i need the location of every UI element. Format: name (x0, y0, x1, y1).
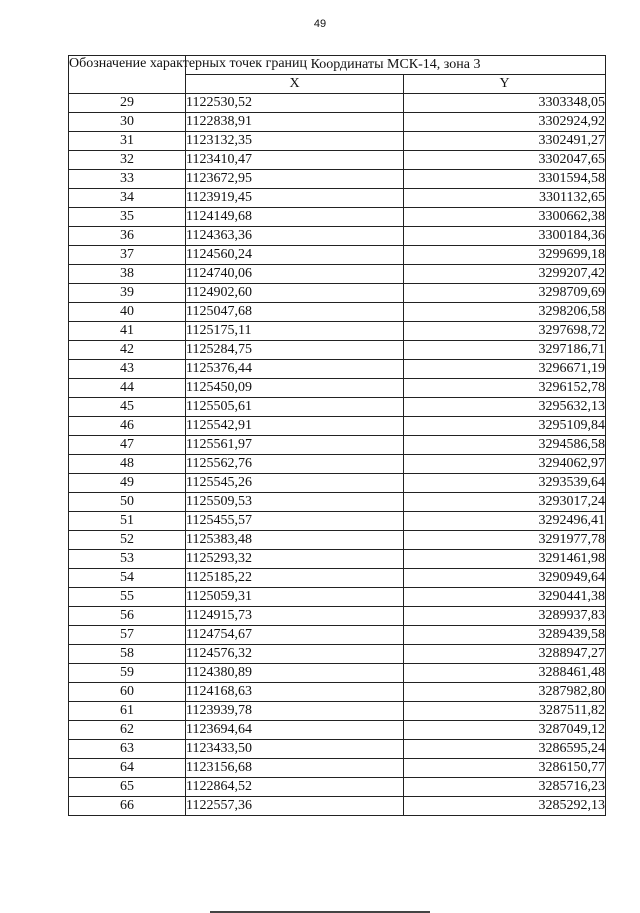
table-row (69, 664, 606, 683)
point-id-cell: 65 (69, 778, 186, 797)
table-row (69, 683, 606, 702)
point-id-cell: 31 (69, 132, 186, 151)
y-coordinate-cell: 3301594,58 (404, 170, 606, 189)
x-coordinate-cell: 1124576,32 (186, 645, 404, 664)
x-coordinate-cell: 1125383,48 (186, 531, 404, 550)
y-coordinate-cell: 3297698,72 (404, 322, 606, 341)
y-coordinate-cell: 3294586,58 (404, 436, 606, 455)
table-row (69, 398, 606, 417)
table-row (69, 284, 606, 303)
page-number: 49 (313, 18, 327, 30)
point-id-cell: 42 (69, 341, 186, 360)
y-coordinate-cell: 3297186,71 (404, 341, 606, 360)
x-coordinate-cell: 1124915,73 (186, 607, 404, 626)
y-coordinate-cell: 3298709,69 (404, 284, 606, 303)
table-body (69, 94, 606, 816)
point-id-cell: 51 (69, 512, 186, 531)
table-row (69, 588, 606, 607)
table-row (69, 227, 606, 246)
table-row (69, 151, 606, 170)
x-coordinate-cell: 1123672,95 (186, 170, 404, 189)
point-id-header: Обозначение характерных точек границ (69, 56, 186, 94)
y-coordinate-cell: 3291461,98 (404, 550, 606, 569)
table-row (69, 493, 606, 512)
table-row (69, 569, 606, 588)
table-row (69, 531, 606, 550)
y-coordinate-cell: 3292496,41 (404, 512, 606, 531)
x-coordinate-cell: 1123156,68 (186, 759, 404, 778)
y-coordinate-cell: 3302047,65 (404, 151, 606, 170)
y-coordinate-cell: 3287982,80 (404, 683, 606, 702)
table-row (69, 607, 606, 626)
y-coordinate-cell: 3300662,38 (404, 208, 606, 227)
x-coordinate-cell: 1125562,76 (186, 455, 404, 474)
y-coordinate-cell: 3294062,97 (404, 455, 606, 474)
table-row (69, 94, 606, 113)
x-coordinate-cell: 1125505,61 (186, 398, 404, 417)
y-coordinate-cell: 3298206,58 (404, 303, 606, 322)
y-coordinate-cell: 3286150,77 (404, 759, 606, 778)
x-coordinate-cell: 1125561,97 (186, 436, 404, 455)
y-coordinate-cell: 3303348,05 (404, 94, 606, 113)
y-coordinate-cell: 3288947,27 (404, 645, 606, 664)
point-id-cell: 63 (69, 740, 186, 759)
x-coordinate-cell: 1125509,53 (186, 493, 404, 512)
x-coordinate-cell: 1125185,22 (186, 569, 404, 588)
point-id-cell: 46 (69, 417, 186, 436)
y-coordinate-cell: 3301132,65 (404, 189, 606, 208)
table-row (69, 360, 606, 379)
y-coordinate-cell: 3300184,36 (404, 227, 606, 246)
point-id-cell: 61 (69, 702, 186, 721)
y-coordinate-cell: 3295632,13 (404, 398, 606, 417)
table-row (69, 550, 606, 569)
coordinate-system-header: Координаты МСК-14, зона 3 (186, 56, 606, 75)
x-coordinate-cell: 1123939,78 (186, 702, 404, 721)
point-id-cell: 33 (69, 170, 186, 189)
x-coordinate-cell: 1124740,06 (186, 265, 404, 284)
table-row (69, 702, 606, 721)
x-coordinate-cell: 1122864,52 (186, 778, 404, 797)
x-coordinate-cell: 1125284,75 (186, 341, 404, 360)
y-coordinate-cell: 3290441,38 (404, 588, 606, 607)
y-coordinate-cell: 3289937,83 (404, 607, 606, 626)
x-coordinate-cell: 1124560,24 (186, 246, 404, 265)
point-id-cell: 35 (69, 208, 186, 227)
table-row (69, 474, 606, 493)
x-coordinate-cell: 1124149,68 (186, 208, 404, 227)
y-coordinate-cell: 3296671,19 (404, 360, 606, 379)
point-id-cell: 47 (69, 436, 186, 455)
table-row (69, 797, 606, 816)
table-row (69, 379, 606, 398)
point-id-cell: 29 (69, 94, 186, 113)
x-coordinate-cell: 1122530,52 (186, 94, 404, 113)
table-header (69, 56, 606, 94)
x-coordinate-cell: 1125047,68 (186, 303, 404, 322)
x-coordinate-cell: 1124754,67 (186, 626, 404, 645)
table-row (69, 208, 606, 227)
y-coordinate-cell: 3293539,64 (404, 474, 606, 493)
x-coordinate-cell: 1123132,35 (186, 132, 404, 151)
point-id-cell: 50 (69, 493, 186, 512)
point-id-cell: 48 (69, 455, 186, 474)
point-id-cell: 32 (69, 151, 186, 170)
table-row (69, 341, 606, 360)
table-row (69, 512, 606, 531)
y-column-header: Y (404, 75, 606, 94)
y-coordinate-cell: 3291977,78 (404, 531, 606, 550)
point-id-cell: 36 (69, 227, 186, 246)
x-coordinate-cell: 1125450,09 (186, 379, 404, 398)
point-id-cell: 58 (69, 645, 186, 664)
table-row (69, 246, 606, 265)
table-row (69, 189, 606, 208)
table-row (69, 778, 606, 797)
x-coordinate-cell: 1123410,47 (186, 151, 404, 170)
table-row (69, 132, 606, 151)
y-coordinate-cell: 3285716,23 (404, 778, 606, 797)
x-coordinate-cell: 1125293,32 (186, 550, 404, 569)
x-coordinate-cell: 1124902,60 (186, 284, 404, 303)
point-id-cell: 53 (69, 550, 186, 569)
point-id-cell: 30 (69, 113, 186, 132)
point-id-cell: 43 (69, 360, 186, 379)
table-row (69, 626, 606, 645)
table-row (69, 645, 606, 664)
point-id-cell: 66 (69, 797, 186, 816)
point-id-cell: 54 (69, 569, 186, 588)
x-coordinate-cell: 1125376,44 (186, 360, 404, 379)
y-coordinate-cell: 3293017,24 (404, 493, 606, 512)
point-id-cell: 44 (69, 379, 186, 398)
x-coordinate-cell: 1125542,91 (186, 417, 404, 436)
x-coordinate-cell: 1125059,31 (186, 588, 404, 607)
point-id-cell: 64 (69, 759, 186, 778)
y-coordinate-cell: 3295109,84 (404, 417, 606, 436)
x-coordinate-cell: 1124380,89 (186, 664, 404, 683)
x-coordinate-cell: 1123694,64 (186, 721, 404, 740)
table-row (69, 113, 606, 132)
table-row (69, 436, 606, 455)
table-row (69, 721, 606, 740)
point-id-cell: 56 (69, 607, 186, 626)
y-coordinate-cell: 3289439,58 (404, 626, 606, 645)
table-row (69, 265, 606, 284)
point-id-cell: 34 (69, 189, 186, 208)
table-row (69, 170, 606, 189)
point-id-cell: 41 (69, 322, 186, 341)
x-coordinate-cell: 1124168,63 (186, 683, 404, 702)
point-id-cell: 55 (69, 588, 186, 607)
point-id-cell: 37 (69, 246, 186, 265)
y-coordinate-cell: 3299207,42 (404, 265, 606, 284)
table-row (69, 455, 606, 474)
point-id-cell: 57 (69, 626, 186, 645)
point-id-cell: 60 (69, 683, 186, 702)
table-row (69, 759, 606, 778)
y-coordinate-cell: 3287049,12 (404, 721, 606, 740)
y-coordinate-cell: 3302491,27 (404, 132, 606, 151)
point-id-cell: 62 (69, 721, 186, 740)
point-id-cell: 52 (69, 531, 186, 550)
x-coordinate-cell: 1125545,26 (186, 474, 404, 493)
x-coordinate-cell: 1122838,91 (186, 113, 404, 132)
x-coordinate-cell: 1123919,45 (186, 189, 404, 208)
x-coordinate-cell: 1123433,50 (186, 740, 404, 759)
x-coordinate-cell: 1125455,57 (186, 512, 404, 531)
point-id-cell: 39 (69, 284, 186, 303)
point-id-cell: 59 (69, 664, 186, 683)
y-coordinate-cell: 3296152,78 (404, 379, 606, 398)
x-column-header: X (186, 75, 404, 94)
y-coordinate-cell: 3290949,64 (404, 569, 606, 588)
x-coordinate-cell: 1124363,36 (186, 227, 404, 246)
point-id-cell: 49 (69, 474, 186, 493)
y-coordinate-cell: 3285292,13 (404, 797, 606, 816)
point-id-cell: 38 (69, 265, 186, 284)
x-coordinate-cell: 1125175,11 (186, 322, 404, 341)
table-row (69, 322, 606, 341)
x-coordinate-cell: 1122557,36 (186, 797, 404, 816)
y-coordinate-cell: 3286595,24 (404, 740, 606, 759)
table-row (69, 417, 606, 436)
y-coordinate-cell: 3288461,48 (404, 664, 606, 683)
y-coordinate-cell: 3302924,92 (404, 113, 606, 132)
point-id-cell: 40 (69, 303, 186, 322)
y-coordinate-cell: 3287511,82 (404, 702, 606, 721)
point-id-cell: 45 (69, 398, 186, 417)
coordinates-table (68, 55, 606, 816)
table-row (69, 740, 606, 759)
table-row (69, 303, 606, 322)
y-coordinate-cell: 3299699,18 (404, 246, 606, 265)
